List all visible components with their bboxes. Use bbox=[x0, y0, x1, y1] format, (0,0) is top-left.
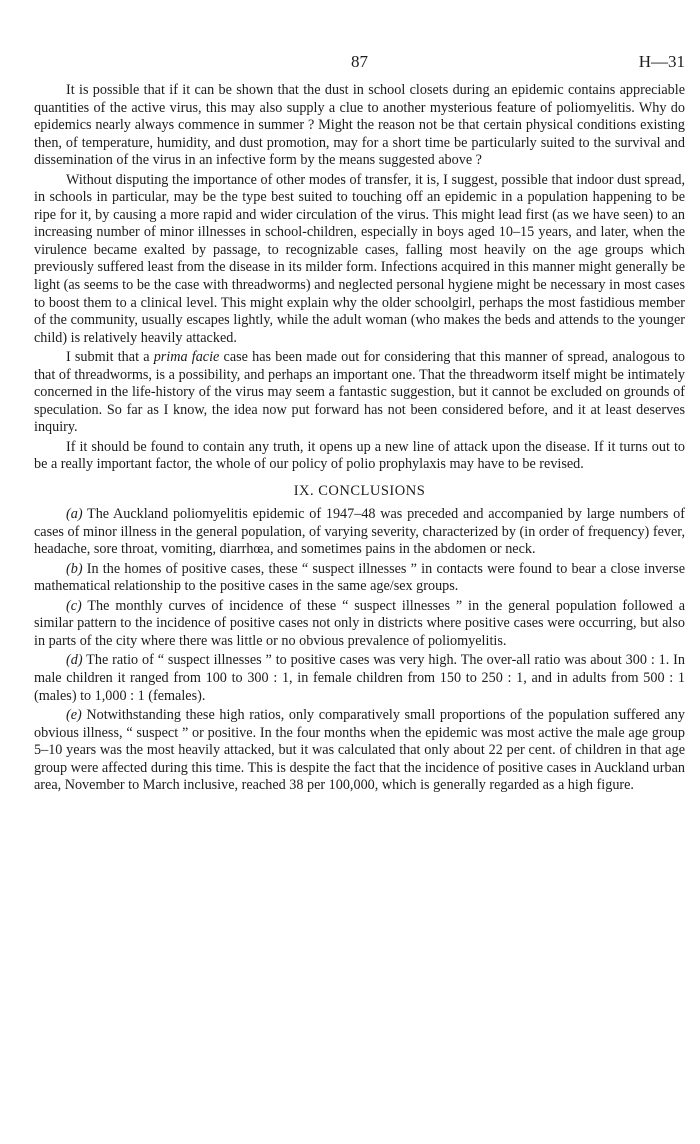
section-heading: IX. CONCLUSIONS bbox=[293, 483, 426, 500]
page-number: 87 bbox=[351, 52, 368, 71]
body-paragraph: It is possible that if it can be shown that the dust in school closets during an epidemic contains appreciable quantities of the active virus, this may also supply a clue to another mysterious feature of poliomyelitis. Why do epidemics nearly always commence in summer ? Might the reason not be that certain physical conditions existing then, of temperature, humidity, and dust promotion, may for a short time be particularly suited to the survival and dissemination of the virus in an infective form by the means suggested above ? bbox=[34, 82, 685, 169]
item-label: (b) bbox=[66, 560, 83, 577]
page-header bbox=[34, 52, 685, 82]
item-text: Notwithstanding these high ratios, only comparatively small proportions of the population suffered any obvious illness, “ suspect ” or positive. In the four months when the epidemic was most active the male age group 5–10 years was the most heavily attacked, but it was calculated that only about 22 per cent. of children in that age group were affected during this time. This is despite the fact that the incidence of positive cases in Auckland urban area, November to March inclusive, reached 38 per 100,000, which is generally regarded as a high figure. bbox=[34, 707, 685, 794]
item-text: The monthly curves of incidence of these “ suspect illnesses ” in the general population followed a similar pattern to the incidence of positive cases not only in districts where positive cases were occurring, but also in parts of the city where there was little or no obvious prevalence of poliomyelitis. bbox=[34, 597, 685, 649]
conclusion-item bbox=[34, 598, 685, 651]
item-text: In the homes of positive cases, these “ suspect illnesses ” in contacts were found to bear a close inverse mathematical relationship to the positive cases in the same age/sex groups. bbox=[34, 560, 685, 595]
item-label: (a) bbox=[66, 506, 83, 523]
conclusion-item bbox=[34, 707, 685, 795]
conclusion-item bbox=[34, 561, 685, 596]
body-paragraph: Without disputing the importance of other modes of transfer, it is, I suggest, possible that indoor dust spread, in schools in particular, may be the type best suited to touching off an epidemic in a population happening to be ripe for it, by causing a more rapid and wider circulation of the virus. This might lead first (as we have seen) to an increasing number of minor illnesses in school-children, especially in boys aged 10–15 years, and later, when the virulence became exalted by passage, to recognizable cases, falling most heavily on the age groups which previously suffered least from the disease in its milder form. Infections acquired in this manner might generally be light (as seems to be the case with threadworms) and neglected personal hygiene might be necessary in most cases to boost them to a clinical level. This might explain why the older schoolgirl, perhaps the most fastidious member of the community, usually escapes lightly, while the adult woman (who makes the beds and attends to the younger child) is relatively heavily attacked. bbox=[34, 171, 685, 346]
item-text: The ratio of “ suspect illnesses ” to positive cases was very high. The over-all ratio was about 300 : 1. In male children it ranged from 100 to 300 : 1, in female children from 150 to 250 : 1, and in adults from 500 : 1 (males) to 1,000 : 1 (females). bbox=[34, 652, 685, 704]
conclusion-item bbox=[34, 506, 685, 559]
paragraph-text: case has been made out for considering that this manner of spread, analogous to that of threadworms, is a possibility, and perhaps an important one. That the threadworm itself might be intimately concerned in the life-history of the virus may seem a fantastic suggestion, but it cannot be excluded on grounds of speculation. So far as I know, the idea now put forward has not been considered before, and it at least deserves inquiry. bbox=[34, 349, 685, 436]
document-page bbox=[34, 52, 685, 795]
item-label: (d) bbox=[66, 652, 83, 669]
body-paragraph: If it should be found to contain any truth, it opens up a new line of attack upon the disease. If it turns out to be a really important factor, the whole of our policy of polio prophylaxis may have to be revised. bbox=[34, 438, 685, 473]
item-text: The Auckland poliomyelitis epidemic of 1947–48 was preceded and accompanied by large numbers of cases of minor illness in the general population, of varying severity, characterized by (in order of frequency) fever, headache, sore throat, vomiting, diarrhœa, and sometimes pains in the abdomen or neck. bbox=[34, 506, 685, 558]
body-paragraph bbox=[34, 349, 685, 437]
item-label: (e) bbox=[66, 707, 82, 724]
item-label: (c) bbox=[66, 597, 82, 614]
conclusion-item bbox=[34, 652, 685, 705]
document-reference: H—31 bbox=[638, 52, 685, 71]
italic-phrase: prima facie bbox=[153, 349, 220, 366]
paragraph-text: I submit that a bbox=[66, 349, 154, 366]
